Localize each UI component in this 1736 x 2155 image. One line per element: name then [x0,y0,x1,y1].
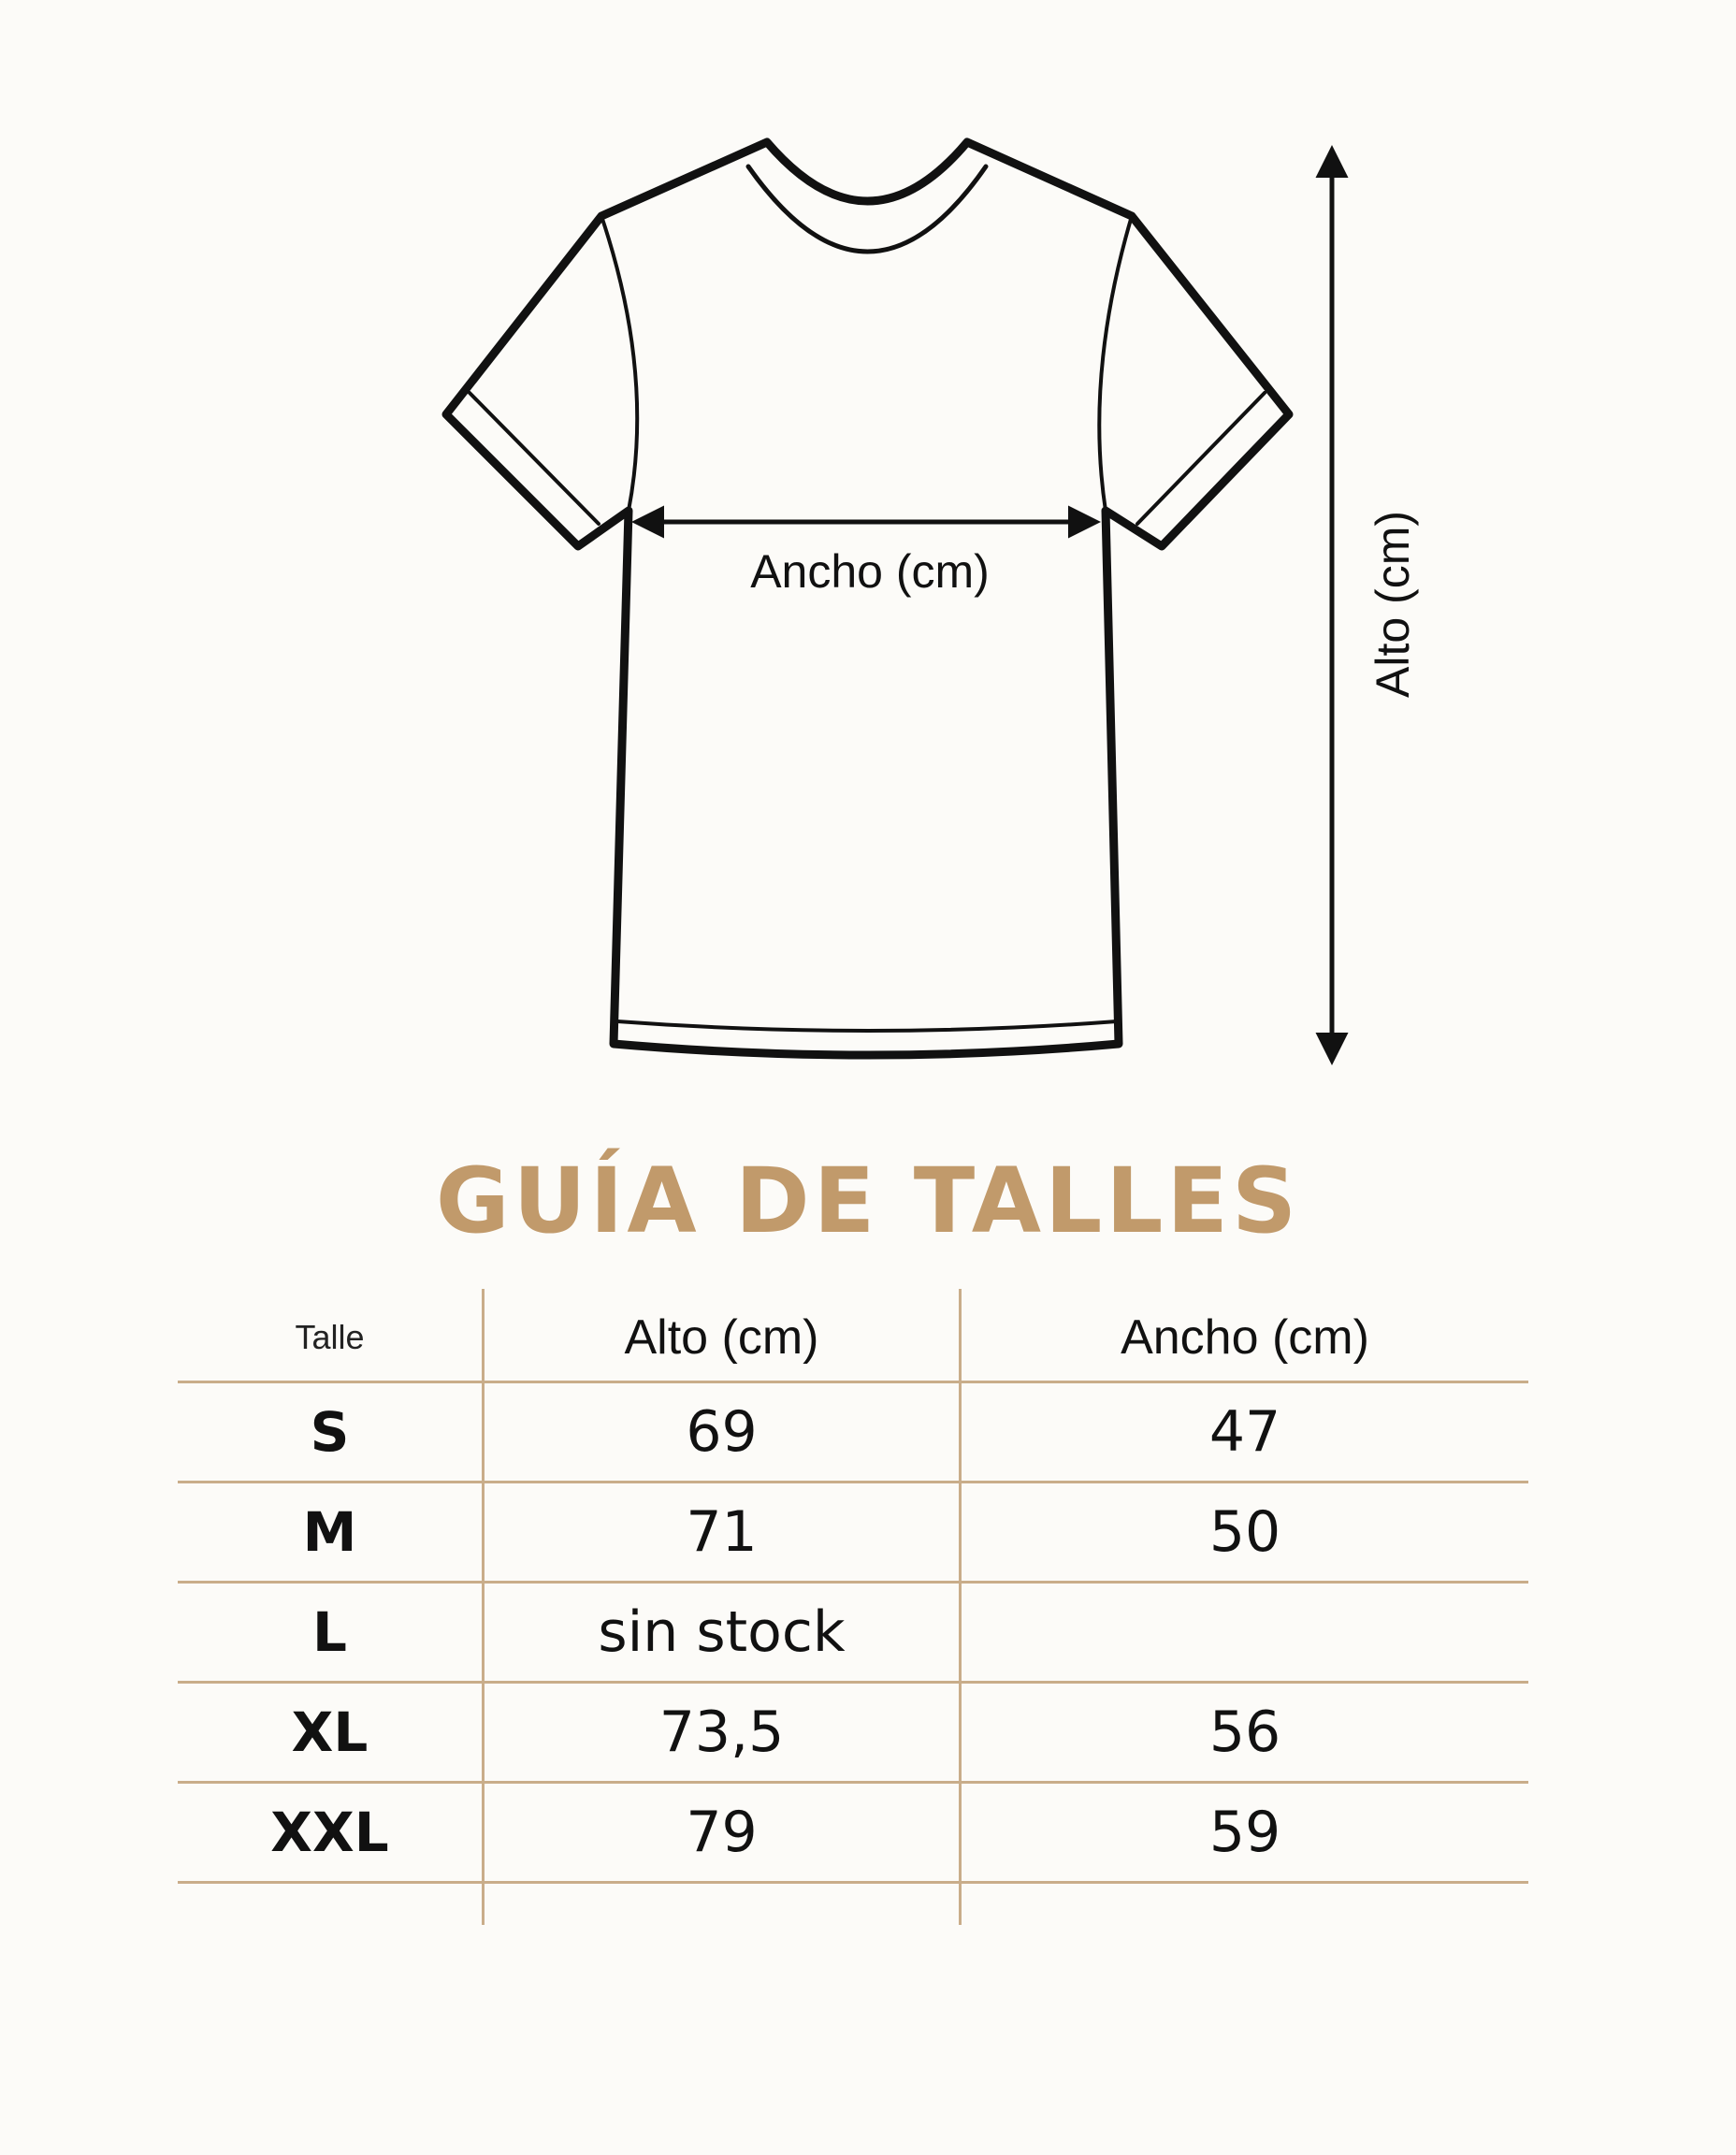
header-height: Alto (cm) [624,1310,819,1365]
width-cell: 47 [1208,1399,1281,1465]
width-cell: 50 [1208,1499,1281,1565]
width-cell: 59 [1208,1800,1281,1865]
height-cell: 71 [686,1499,758,1565]
page-title: GUÍA DE TALLES [435,1149,1301,1253]
size-cell: L [312,1600,347,1664]
tshirt-collar [748,166,986,252]
height-cell: 79 [686,1800,758,1865]
height-label: Alto (cm) [1367,511,1419,698]
width-cell [962,1584,1528,1681]
size-table [178,1289,1528,1925]
size-cell: S [310,1400,350,1464]
height-cell: sin stock [598,1599,846,1665]
size-cell: M [302,1500,357,1564]
size-cell: XL [291,1700,369,1764]
header-size: Talle [295,1318,365,1356]
header-width: Ancho (cm) [1121,1310,1369,1365]
height-cell: 73,5 [658,1699,785,1765]
height-cell: 69 [686,1399,758,1465]
table-divider [178,1881,1528,1884]
size-cell: XXL [270,1801,389,1864]
tshirt-outline [446,142,1289,1055]
width-cell: 56 [1208,1699,1281,1765]
width-label: Ancho (cm) [750,545,990,598]
